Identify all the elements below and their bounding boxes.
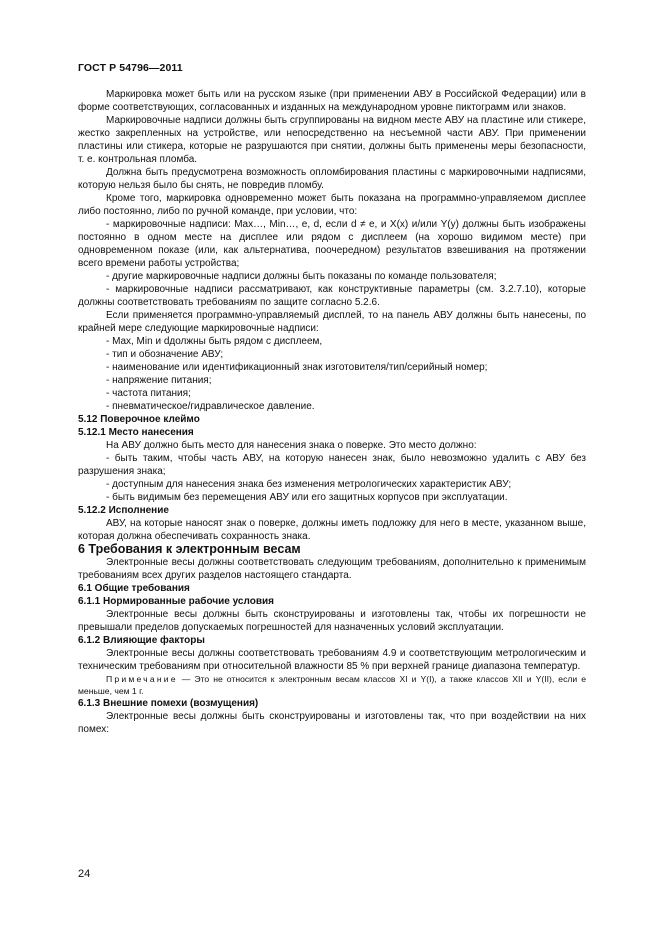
subsection-heading: 6.1.3 Внешние помехи (возмущения) xyxy=(78,698,259,709)
note-text: — Это не относится к электронным весам классов XI и Y(I), а также классов XII и Y(II), если e меньше, чем 1 г. xyxy=(78,674,586,696)
paragraph: Маркировочные надписи должны быть сгруппированы на видном месте АВУ на пластине или стикере, жестко закрепленных на устройстве, или непосредственно на несъемной части АВУ. При применении пластины или стикера, которые не разрушаются при снятии, должны быть применены меры безопасности, т. е. контрольная пломба. xyxy=(78,115,586,165)
paragraph: Электронные весы должны быть сконструированы и изготовлены так, чтобы их погрешности не превышали пределов допускаемых погрешностей для назначенных условий эксплуатации. xyxy=(78,609,586,633)
list-item: - маркировочные надписи: Max…, Min…, e, d, если d ≠ e, и X(x) и/или Y(y) должны быть изображены постоянно в одном месте на дисплее или рядом с дисплеем (на хорошо видимом месте) при одновременном показе (или, как альтернатива, поочередном) результатов взвешивания на протяжении всего времени работы устройства; xyxy=(78,219,586,269)
list-item: - частота питания; xyxy=(106,388,191,399)
paragraph: Электронные весы должны соответствовать требованиям 4.9 и соответствующим метрологическим и техническим требованиям при относительной влажности 85 % при верхней границе диапазона температур. xyxy=(78,648,586,672)
list-item: - маркировочные надписи рассматривают, как конструктивные параметры (см. 3.2.7.10), которые должны соответствовать требованиям по защите согласно 5.2.6. xyxy=(78,284,586,308)
paragraph: На АВУ должно быть место для нанесения знака о поверке. Это место должно: xyxy=(106,440,477,451)
list-item: - наименование или идентификационный знак изготовителя/тип/серийный номер; xyxy=(106,362,488,373)
paragraph: Электронные весы должны соответствовать следующим требованиям, дополнительно к применимым требованиям всех других разделов настоящего стандарта. xyxy=(78,557,586,581)
chapter-heading: 6 Требования к электронным весам xyxy=(78,542,301,556)
list-item: - быть таким, чтобы часть АВУ, на которую нанесен знак, было невозможно удалить с АВУ без разрушения знака; xyxy=(78,453,586,477)
list-item: - быть видимым без перемещения АВУ или его защитных корпусов при эксплуатации. xyxy=(106,492,508,503)
section-heading: 6.1 Общие требования xyxy=(78,583,190,594)
list-item: - доступным для нанесения знака без изменения метрологических характеристик АВУ; xyxy=(106,479,512,490)
subsection-heading: 6.1.1 Нормированные рабочие условия xyxy=(78,596,274,607)
section-heading: 5.12 Поверочное клеймо xyxy=(78,414,200,425)
list-item: - Max, Min и dдолжны быть рядом с дисплеем, xyxy=(106,336,323,347)
paragraph: Если применяется программно-управляемый дисплей, то на панель АВУ должны быть нанесены, по крайней мере следующие маркировочные надписи: xyxy=(78,310,586,334)
subsection-heading: 6.1.2 Влияющие факторы xyxy=(78,635,205,646)
list-item: - тип и обозначение АВУ; xyxy=(106,349,224,360)
list-item: - пневматическое/гидравлическое давление. xyxy=(106,401,315,412)
paragraph: Должна быть предусмотрена возможность опломбирования пластины с маркировочными надписями, которую нельзя было бы снять, не повредив пломбу. xyxy=(78,167,586,191)
paragraph: Кроме того, маркировка одновременно может быть показана на программно-управляемом дисплее либо постоянно, либо по ручной команде, при условии, что: xyxy=(78,193,586,217)
document-body xyxy=(78,88,586,736)
page-number: 24 xyxy=(78,868,91,880)
document-code: ГОСТ Р 54796—2011 xyxy=(78,62,183,74)
paragraph: АВУ, на которые наносят знак о поверке, должны иметь подложку для него в месте, указанном выше, которая должна обеспечивать сохранность знака. xyxy=(78,518,586,542)
subsection-heading: 5.12.2 Исполнение xyxy=(78,505,169,516)
list-item: - другие маркировочные надписи должны быть показаны по команде пользователя; xyxy=(106,271,497,282)
list-item: - напряжение питания; xyxy=(106,375,212,386)
subsection-heading: 5.12.1 Место нанесения xyxy=(78,427,194,438)
paragraph: Маркировка может быть или на русском языке (при применении АВУ в Российской Федерации) или в форме соответствующих, согласованных и изданных на международном уровне пиктограмм или знаков. xyxy=(78,89,586,113)
note-label: Примечание xyxy=(106,674,178,684)
paragraph: Электронные весы должны быть сконструированы и изготовлены так, что при воздействии на них помех: xyxy=(78,711,586,735)
note xyxy=(78,673,586,697)
